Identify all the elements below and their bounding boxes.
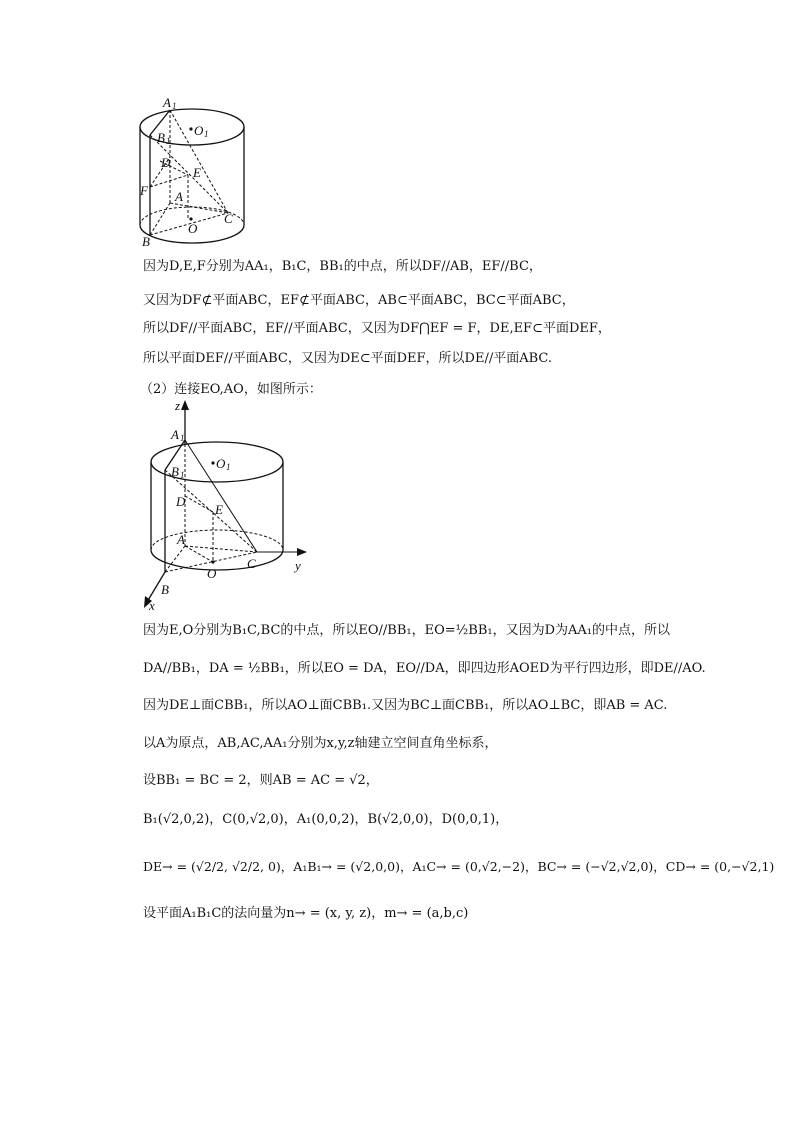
label-D: D	[161, 155, 171, 170]
svg-text:1: 1	[226, 462, 231, 472]
text-line-9: 以A为原点，AB,AC,AA₁分别为x,y,z轴建立空间直角坐标系，	[143, 736, 498, 751]
label-B: B	[161, 582, 169, 597]
svg-text:1: 1	[204, 129, 209, 139]
svg-text:1: 1	[166, 136, 171, 146]
label-O: O	[188, 221, 198, 236]
label-A1: A	[163, 95, 171, 110]
text-line-12: DE→ = (√2/2, √2/2, 0)，A₁B₁→ = (√2,0,0)，A₁C→ = (0,√2,−2)，BC→ = (−√2,√2,0)，CD→ = (0,−√2,1)	[143, 859, 775, 874]
label-E: E	[215, 502, 223, 517]
label-x: x	[149, 598, 155, 613]
figure-cylinder-2	[135, 396, 315, 614]
label-O: O	[207, 566, 217, 581]
svg-text:1: 1	[172, 101, 177, 111]
text-line-11: B₁(√2,0,2)，C(0,√2,0)，A₁(0,0,2)，B(√2,0,0)，D(0,0,1)，	[143, 812, 509, 827]
svg-text:1: 1	[180, 470, 185, 480]
label-y: y	[295, 558, 301, 573]
label-A: A	[177, 532, 185, 547]
label-D: D	[176, 494, 186, 509]
label-B: B	[142, 234, 150, 249]
svg-text:1: 1	[180, 433, 185, 443]
text-line-10: 设BB₁ = BC = 2，则AB = AC = √2，	[143, 773, 379, 788]
label-O1: O	[216, 456, 226, 471]
label-C: C	[224, 211, 233, 226]
label-C: C	[247, 556, 256, 571]
text-line-7: DA//BB₁，DA = ½BB₁，所以EO = DA，EO//DA，即四边形AOED为平行四边形，即DE//AO.	[143, 661, 706, 676]
label-A1: A	[171, 427, 179, 442]
label-B1: B	[171, 464, 179, 479]
text-line-5: （2）连接EO,AO，如图所示：	[140, 382, 322, 397]
text-line-8: 因为DE⊥面CBB₁，所以AO⊥面CBB₁.又因为BC⊥面CBB₁，所以AO⊥BC，即AB = AC.	[143, 698, 668, 713]
label-z: z	[175, 398, 181, 413]
label-O1: O	[194, 123, 204, 138]
label-E: E	[193, 165, 201, 180]
text-line-3: 所以DF//平面ABC，EF//平面ABC，又因为DF⋂EF = F，DE,EF⊂平面DEF，	[143, 321, 611, 336]
text-line-4: 所以平面DEF//平面ABC，又因为DE⊂平面DEF，所以DE//平面ABC.	[143, 351, 553, 366]
text-line-1: 因为D,E,F分别为AA₁，B₁C，BB₁的中点，所以DF//AB，EF//BC，	[143, 259, 542, 274]
label-A: A	[175, 189, 183, 204]
label-F: F	[140, 183, 148, 198]
text-line-6: 因为E,O分别为B₁C,BC的中点，所以EO//BB₁，EO=½BB₁，又因为D为AA₁的中点，所以	[143, 623, 670, 638]
figure-cylinder-1	[130, 95, 260, 250]
text-line-2: 又因为DF⊄平面ABC，EF⊄平面ABC，AB⊂平面ABC，BC⊂平面ABC，	[143, 293, 575, 308]
label-B1: B	[157, 130, 165, 145]
text-line-13: 设平面A₁B₁C的法向量为n→ = (x, y, z)，m→ = (a,b,c)	[143, 906, 469, 921]
